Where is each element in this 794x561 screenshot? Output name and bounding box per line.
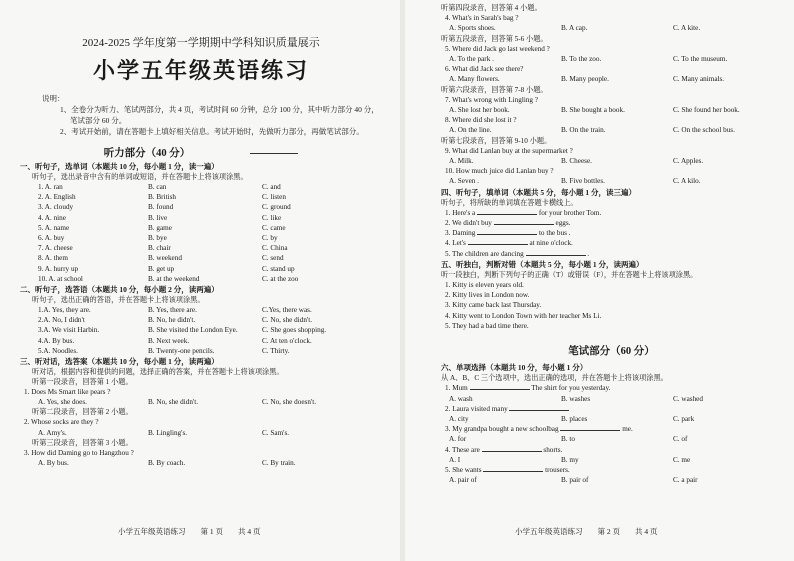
option-a: 8. A. them (38, 254, 68, 263)
option-c: C. To the museum. (673, 55, 728, 64)
option-a: 10. A. at school (38, 274, 83, 283)
question-row (20, 325, 382, 335)
option-b: B. Next week. (148, 336, 190, 345)
section-3-q5-options (441, 54, 782, 64)
option-c: C. China (262, 244, 288, 253)
option-c: C. of (673, 435, 688, 444)
true-false-item: 5. They had a bad time there. (445, 321, 529, 330)
section-3-sub3: 听第三段录音，回答第 3 小题。 (32, 438, 133, 447)
section-3-q2-options (20, 428, 382, 438)
section-3-sub2: 听第二段录音，回答第 2 小题。 (32, 408, 133, 417)
question-row (20, 202, 382, 212)
fill-blank-prefix: 2. We didn't buy (445, 219, 492, 228)
option-a: A. city (449, 414, 469, 423)
section-3-desc: 听对话，根据内容和提供的问题，选择正确的答案，并在答题卡上将该项涂黑。 (32, 368, 284, 377)
option-b: B. found (148, 203, 174, 212)
section-6-q2: 2. Laura visited many (441, 404, 782, 414)
option-c: C. By train. (262, 459, 296, 468)
option-a: A. pair of (449, 476, 477, 485)
option-a: 2. A. English (38, 193, 76, 202)
fill-blank-suffix: to the bus . (538, 229, 571, 238)
section-5-head: 五、听独白，判断对错（本题共 5 分，每小题 1 分，读两遍） (441, 259, 644, 269)
section-3-sub1: 听第一段录音，回答第 1 小题。 (32, 378, 133, 387)
option-c: C. a pair (673, 476, 698, 485)
option-b: B. Yes, there are. (148, 306, 197, 315)
option-a: A. I (449, 455, 461, 464)
section-3-q6-options (441, 74, 782, 84)
section-5-desc: 听一段独白，判断下列句子的正确（T）或错误（F），并在答题卡上将该项涂黑。 (441, 270, 698, 279)
option-a: A. On the line. (449, 126, 492, 135)
fill-blank-item (441, 228, 782, 238)
option-c: C. Many animals. (673, 75, 725, 84)
question-row (20, 182, 382, 192)
true-false-item: 2. Kitty lives in London now. (445, 291, 530, 300)
question-row (20, 192, 382, 202)
fill-blank-suffix: . (587, 249, 590, 258)
option-c: C. send (262, 254, 284, 263)
option-a: 2.A. No, I didn't (38, 316, 85, 325)
section-4-head: 四、听句子，填单词（本题共 5 分，每小题 1 分，读三遍） (441, 187, 636, 197)
option-c: C. Apples. (673, 157, 704, 166)
section-3-q7: 7. What's wrong with Lingling ? (445, 95, 538, 104)
section-6-q3-options (441, 434, 782, 444)
section-3-sub6: 听第六段录音，回答第 7-8 小题。 (441, 85, 548, 94)
fill-blank-prefix: 1. Here's a (445, 208, 476, 217)
section-1-items (20, 182, 382, 284)
section-3-q5: 5. Where did Jack go last weekend ? (445, 44, 550, 53)
option-a: A. Amy's. (38, 428, 67, 437)
option-c: C.Yes, there was. (262, 306, 312, 315)
section-6-q1-options (441, 394, 782, 404)
answer-blank (477, 228, 537, 235)
section-3-q6: 6. What did Jack see there? (445, 65, 524, 74)
note-1: 1、全卷分为听力、笔试两部分，共 4 页，考试时间 60 分钟，总分 100 分，其中听力部分 40 分，笔试部分 60 分。 (60, 105, 379, 125)
option-a: 9. A. hurry up (38, 264, 79, 273)
page-2 (405, 0, 794, 561)
option-b: B. Five bottles. (561, 177, 605, 186)
option-a: A. Milk. (449, 157, 474, 166)
question-row (20, 213, 382, 223)
option-b: B. bye (148, 234, 167, 243)
option-a: A. wash (449, 394, 473, 403)
option-a: A. for (449, 435, 467, 444)
section-3-q1: 1. Does Ms Smart like pears ? (24, 388, 111, 397)
option-c: C. At ten o'clock. (262, 336, 312, 345)
section-2-desc: 听句子，选出正确的答语，并在答题卡上将该项涂黑。 (32, 296, 205, 305)
true-false-item: 3. Kitty came back last Thursday. (445, 301, 542, 310)
option-b: B. game (148, 223, 172, 232)
option-b: B. Twenty-one pencils. (148, 346, 215, 355)
section-3-head: 三、听对话，选答案（本题共 10 分，每小题 1 分，读两遍） (20, 357, 219, 367)
option-b: B. can (148, 183, 167, 191)
option-a: 4. A. nine (38, 213, 66, 222)
section-3-q8-options (441, 125, 782, 135)
section-3-q4-options (441, 23, 782, 33)
question-row (20, 264, 382, 274)
option-c: C. A kite. (673, 24, 701, 33)
notes-label: 说明： (42, 94, 65, 103)
option-a: 4.A. By bus. (38, 336, 75, 345)
section-6-head: 六、单项选择（本题共 10 分，每小题 1 分） (441, 363, 588, 373)
section-3-q1-options (20, 397, 382, 407)
answer-blank (477, 208, 537, 215)
option-b: B. To the zoo. (561, 55, 602, 64)
option-c: C. A kilo. (673, 177, 701, 186)
option-b: B. places (561, 414, 588, 423)
section-3-q3: 3. How did Daming go to Hangzhou ? (24, 448, 134, 457)
section-6-q1: 1. Mum The shirt for you yesterday. (445, 384, 611, 393)
fill-blank-suffix: eggs. (555, 219, 571, 228)
question-row (20, 336, 382, 346)
question-row (20, 233, 382, 243)
section-3-q2: 2. Whose socks are they ? (24, 418, 99, 427)
answer-blank (526, 249, 586, 256)
option-a: 3. A. cloudy (38, 203, 74, 212)
option-b: B. She bought a book. (561, 106, 625, 115)
question-row (20, 305, 382, 315)
section-3-q10-options (441, 176, 782, 186)
question-row (20, 243, 382, 253)
option-b: B. get up (148, 264, 175, 273)
option-c: C. She found her book. (673, 106, 740, 115)
option-c: C. park (673, 414, 695, 423)
section-3-q8: 8. Where did she lost it ? (445, 116, 517, 125)
note-2: 2、考试开始前，请在答题卡上填好相关信息。考试开始时，先做听力部分，再做笔试部分。 (60, 127, 364, 136)
option-b: B. at the weekend (148, 274, 200, 283)
section-6-q4-options (441, 455, 782, 465)
option-a: 1. A. ran (38, 183, 63, 191)
true-false-item: 1. Kitty is eleven years old. (445, 281, 524, 290)
section-3-sub7: 听第七段录音，回答第 9-10 小题。 (441, 136, 552, 145)
option-b: B. chair (148, 244, 171, 253)
option-b: B. washes (561, 394, 591, 403)
section-6-q5-options (441, 475, 782, 485)
option-b: B. live (148, 213, 168, 222)
section-2-head: 二、听句子，选答语（本题共 10 分，每小题 2 分，读两遍） (20, 285, 219, 295)
option-b: B. Lingling's. (148, 428, 188, 437)
page-1-footer: 小学五年级英语练习 第 1 页 共 4 页 (118, 527, 261, 536)
option-a: 6. A. buy (38, 234, 65, 243)
option-b: B. No, she didn't. (148, 398, 199, 407)
option-b: B. pair of (561, 476, 589, 485)
writing-part-title: 笔试部分（60 分） (568, 346, 655, 358)
fill-blank-item (441, 249, 782, 259)
section-3-sub4: 听第四段录音，回答第 4 小题。 (441, 4, 542, 12)
exam-title: 小学五年级英语练习 (92, 58, 309, 83)
option-c: C. by (262, 234, 278, 243)
option-a: 5. A. name (38, 223, 70, 232)
section-5-items (441, 280, 782, 331)
section-3-q7-options (441, 105, 782, 115)
fill-blank-item (441, 218, 782, 228)
section-3-q4: 4. What's in Sarah's bag ? (445, 14, 519, 23)
option-c: C. Thirty. (262, 346, 290, 355)
option-a: A. She lost her book. (449, 106, 510, 115)
fill-blank-prefix: 3. Daming (445, 229, 476, 238)
section-1-desc: 听句子，选出录音中含有的单词或短语，并在答题卡上将该项涂黑。 (32, 173, 248, 181)
option-b: B. my (561, 455, 579, 464)
true-false-item: 4. Kitty went to London Town with her teacher Ms Li. (445, 311, 602, 320)
answer-blank (468, 238, 528, 245)
option-a: A. Yes, she does. (38, 398, 87, 407)
option-c: C. me (673, 455, 691, 464)
fill-blank-item (441, 238, 782, 248)
option-b: B. British (148, 193, 176, 202)
page-2-footer: 小学五年级英语练习 第 2 页 共 4 页 (515, 527, 658, 536)
section-3-q9: 9. What did Lanlan buy at the supermarket ? (445, 146, 573, 155)
option-c: C. listen (262, 193, 286, 202)
option-a: A. To the park . (449, 55, 494, 64)
section-6-q3: 3. My grandpa bought a new schoolbag me. (445, 425, 633, 434)
option-b: B. On the train. (561, 126, 606, 135)
listening-part-title: 听力部分（40 分） (20, 145, 382, 160)
option-a: 7. A. cheese (38, 244, 73, 253)
answer-blank (494, 218, 554, 225)
option-b: B. Cheese. (561, 157, 592, 166)
question-row (20, 223, 382, 233)
question-row (20, 315, 382, 325)
fill-blank-prefix: 5. The children are dancing (445, 249, 524, 258)
option-c: C. No, she didn't. (262, 316, 313, 325)
fill-blank-prefix: 4. Let's (445, 239, 466, 248)
question-row (20, 346, 382, 356)
option-b: B. weekend (148, 254, 182, 263)
question-row (20, 274, 382, 284)
section-4-items (441, 208, 782, 259)
option-a: 3.A. We visit Harbin. (38, 326, 100, 335)
option-b: B. A cap. (561, 24, 588, 33)
option-c: C. came (262, 223, 286, 232)
option-c: C. No, she doesn't. (262, 398, 317, 407)
section-2-items (20, 305, 382, 356)
fill-blank-item (441, 208, 782, 218)
section-4-desc: 听句子，将所缺的单词填在答题卡横线上。 (441, 198, 578, 207)
section-6-q4: 4. These are shorts. (445, 445, 563, 454)
section-6-q5: 5. She wants trousers. (445, 465, 570, 474)
section-3-sub5: 听第五段录音，回答第 5-6 小题。 (441, 34, 548, 43)
option-a: 5.A. Noodles. (38, 346, 78, 355)
section-1-head: 一、听句子，选单词（本题共 10 分，每小题 1 分，读一遍） (20, 162, 219, 171)
option-b: B. She visited the London Eye. (148, 326, 238, 335)
option-c: C. Sam's. (262, 428, 290, 437)
question-row (20, 253, 382, 263)
option-b: B. No, he didn't. (148, 316, 196, 325)
option-c: C. at the zoo (262, 274, 299, 283)
option-c: C. On the school bus. (673, 126, 735, 135)
section-6-desc: 从 A、B、C 三个选项中，选出正确的选项，并在答题卡上将该项涂黑。 (441, 374, 668, 383)
option-c: C. and (262, 183, 281, 191)
option-c: C. like (262, 213, 282, 222)
option-b: B. to (561, 435, 575, 444)
section-3-q9-options (441, 156, 782, 166)
fill-blank-suffix: for your brother Tom. (538, 208, 602, 217)
option-c: C. washed (673, 394, 703, 403)
option-a: A. Many flowers. (449, 75, 500, 84)
option-c: C. stand up (262, 264, 295, 273)
option-a: A. Seven . (449, 177, 479, 186)
option-b: B. By coach. (148, 459, 186, 468)
option-a: A. Sports shoes. (449, 24, 496, 33)
option-c: C. ground (262, 203, 291, 212)
option-a: A. By bus. (38, 459, 69, 468)
section-3-q3-options (20, 458, 382, 468)
fill-blank-suffix: at nine o'clock. (529, 239, 573, 248)
section-3-q10: 10. How much juice did Lanlan buy ? (445, 167, 554, 176)
section-6-q2-options (441, 414, 782, 424)
option-a: 1.A. Yes, they are. (38, 306, 91, 315)
exam-header: 2024-2025 学年度第一学期期中学科知识质量展示 (82, 37, 320, 49)
option-c: C. She goes shopping. (262, 326, 327, 335)
option-b: B. Many people. (561, 75, 609, 84)
